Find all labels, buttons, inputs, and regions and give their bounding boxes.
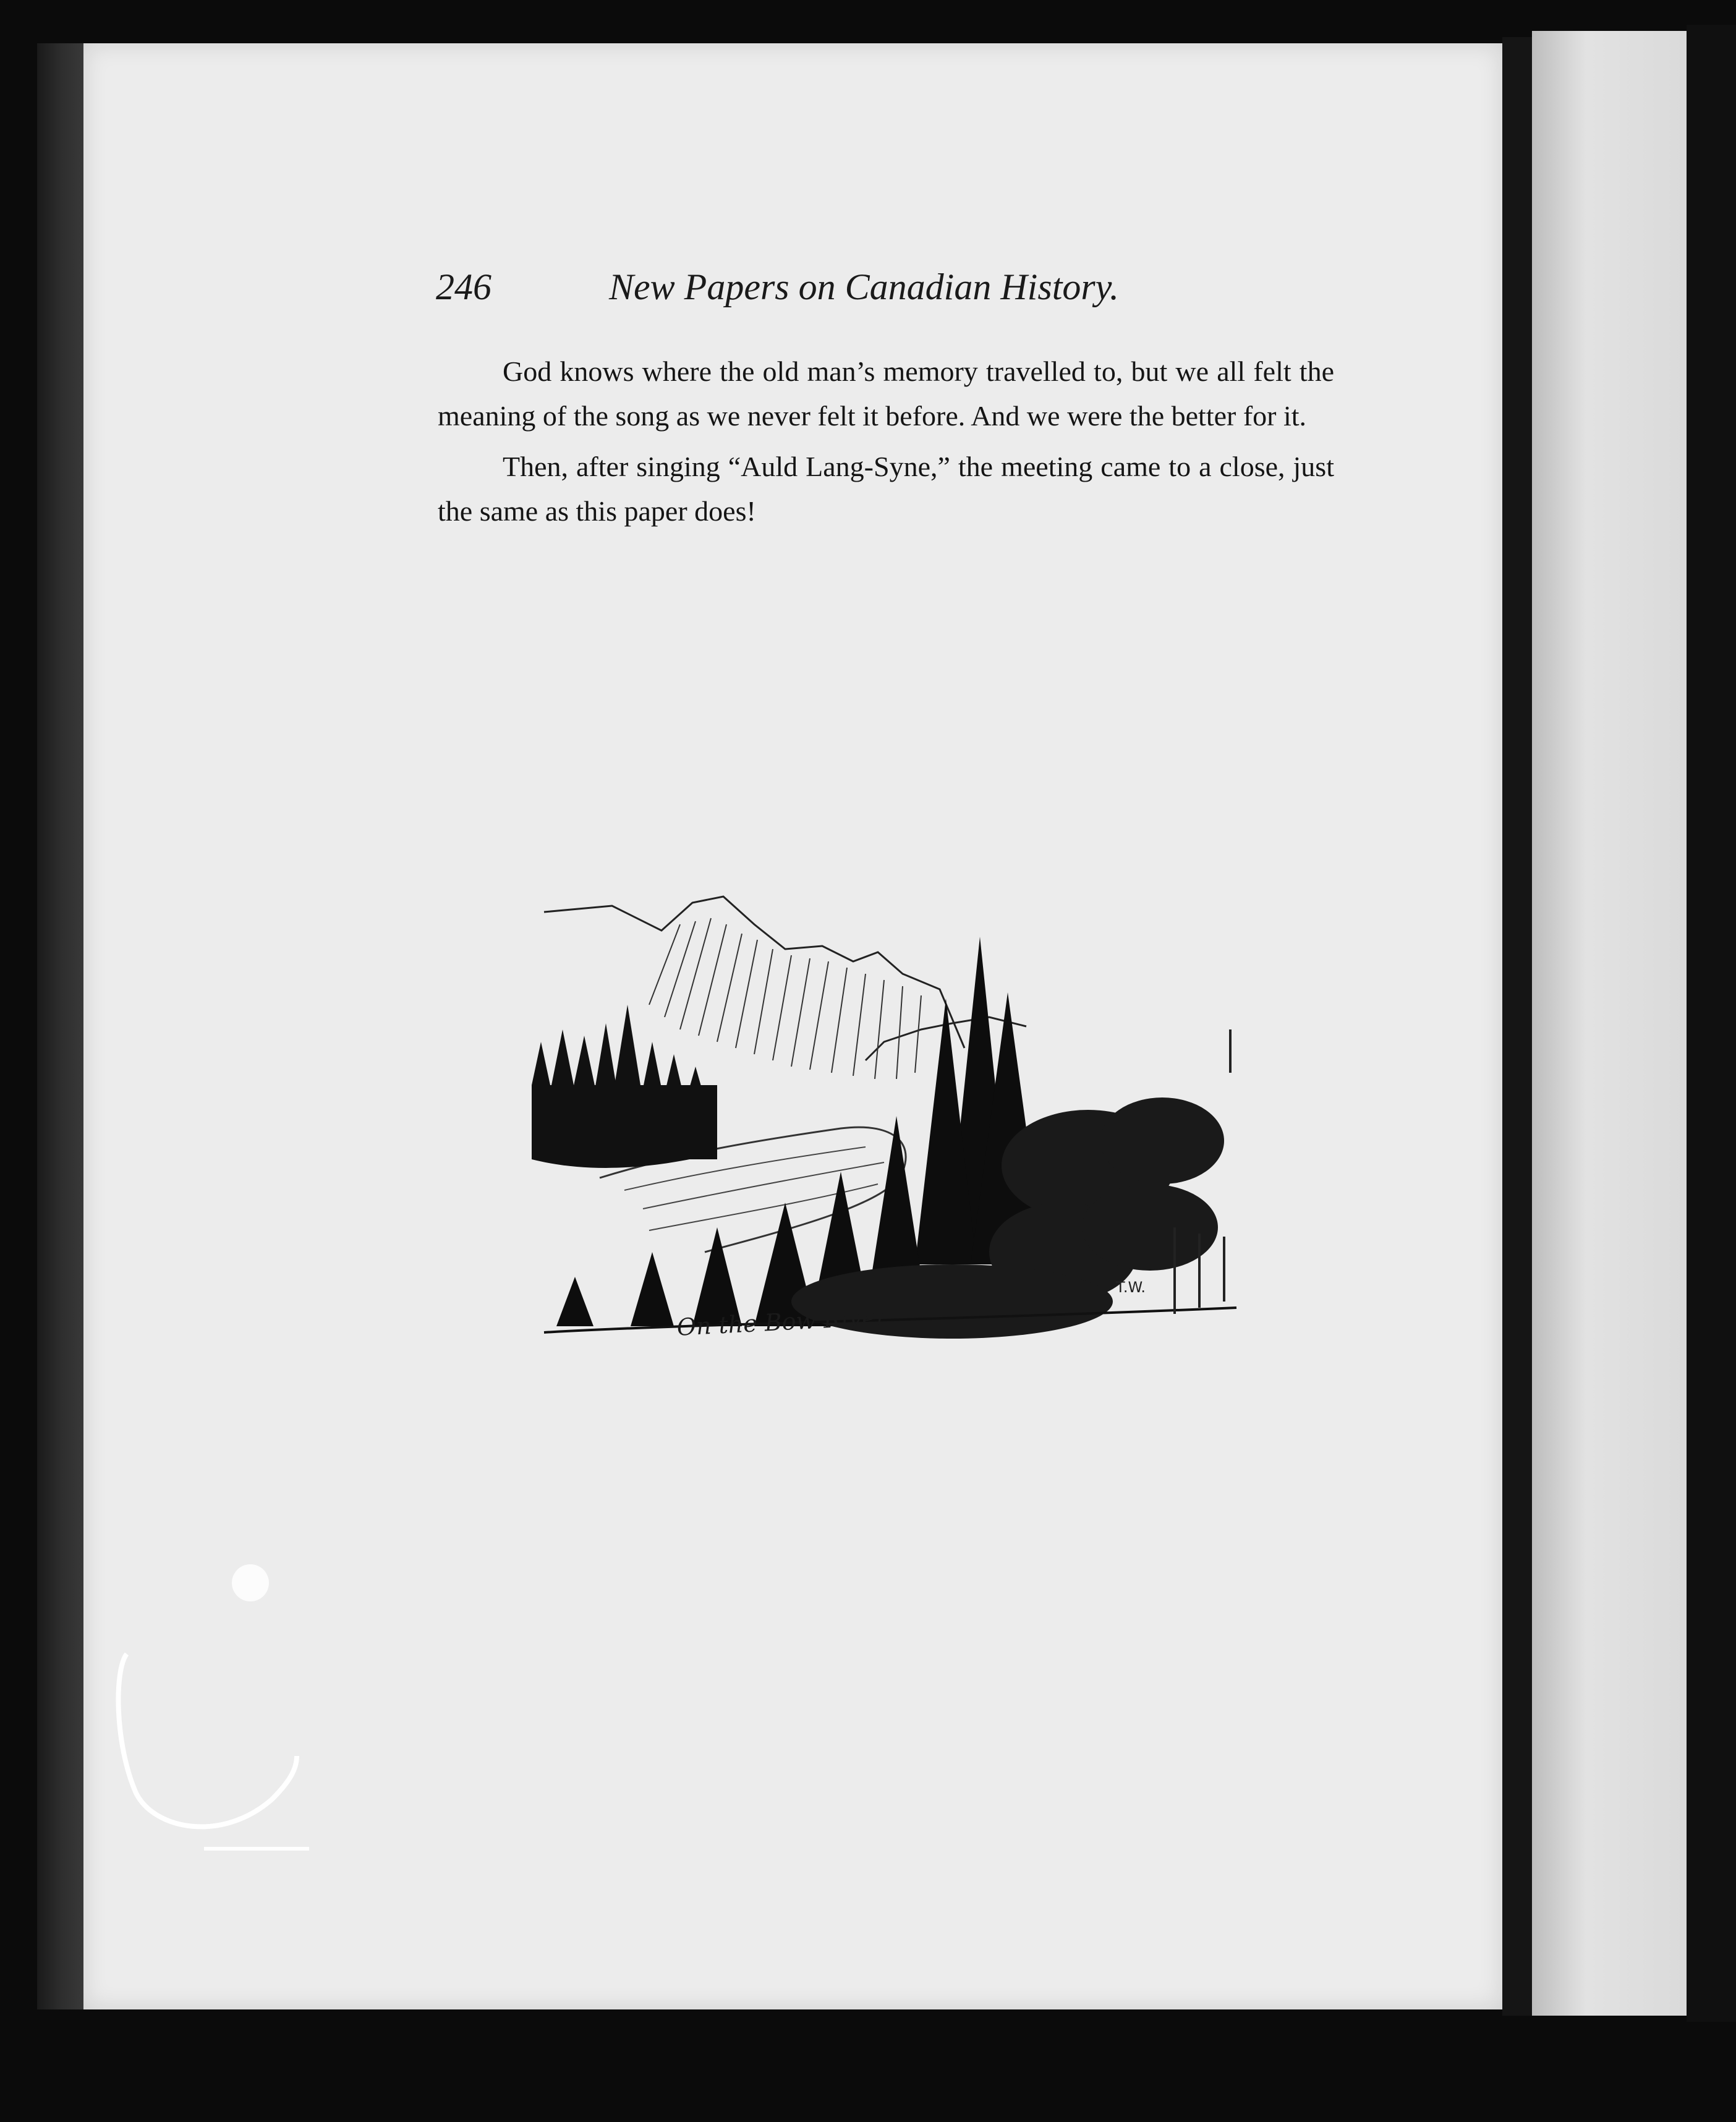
scan-right-border — [1687, 25, 1736, 2022]
illustration-caption: On the Bow River — [676, 1303, 888, 1341]
scan-artifact-marks — [111, 1533, 334, 1880]
bow-river-illustration — [519, 881, 1258, 1351]
running-head — [436, 266, 1168, 315]
body-text — [438, 349, 1334, 540]
facing-page-edge — [1532, 31, 1687, 2016]
artist-initials: T.W. — [1116, 1279, 1146, 1296]
book-gutter — [1502, 37, 1532, 2016]
page-number: 246 — [436, 266, 491, 307]
paragraph: Then, after singing “Auld Lang-Syne,” the meeting came to a close, just the same as this paper does! — [438, 451, 1334, 527]
book-left-edge — [37, 43, 87, 2009]
running-title: New Papers on Canadian History. — [609, 266, 1120, 307]
paragraph: God knows where the old man’s memory travelled to, but we all felt the meaning of the song as we never felt it before. And we were the better for it. — [438, 356, 1334, 432]
